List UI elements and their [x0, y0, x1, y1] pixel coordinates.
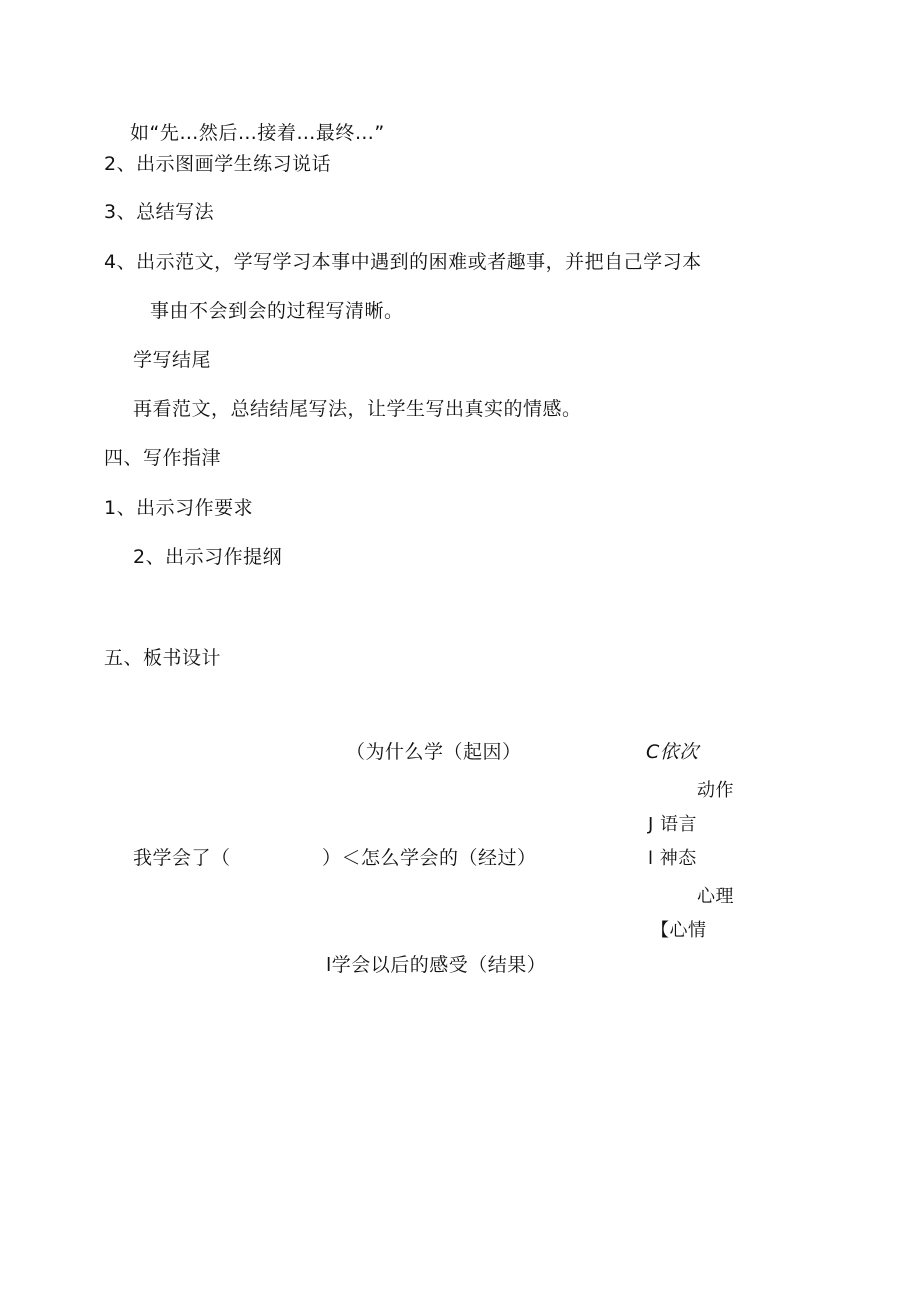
board-main-left: 我学会了（	[133, 847, 231, 869]
board-right-mind: 心理	[697, 886, 734, 907]
text-line-ending-desc: 再看范文，总结结尾写法，让学生写出真实的情感。	[133, 398, 582, 420]
text-line-item-3: 3、总结写法	[104, 201, 215, 223]
board-why: （为什么学（起因）	[346, 741, 522, 763]
board-main-right: ）＜怎么学会的（经过）	[322, 847, 537, 869]
board-after: l学会以后的感受（结果）	[326, 954, 547, 976]
section-heading-5: 五、板书设计	[104, 647, 222, 669]
text-line-ending-heading: 学写结尾	[133, 349, 212, 371]
board-right-speech: J 语言	[648, 814, 698, 835]
text-line-req: 1、出示习作要求	[104, 497, 254, 519]
text-line-example: 如“先…然后…接着…最终…”	[130, 122, 385, 144]
board-right-order: C依次	[646, 741, 699, 763]
section-heading-4: 四、写作指津	[104, 447, 222, 469]
board-right-mood: 【心情	[651, 920, 707, 941]
text-line-item-4: 4、出示范文，学写学习本事中遇到的困难或者趣事，并把自己学习本	[104, 251, 702, 273]
board-right-expression: l 神态	[648, 848, 697, 869]
text-line-outline: 2、出示习作提纲	[133, 546, 283, 568]
text-line-item-4-cont: 事由不会到会的过程写清晰。	[150, 300, 404, 322]
text-line-item-2: 2、出示图画学生练习说话	[104, 153, 332, 175]
board-right-action: 动作	[697, 780, 734, 801]
